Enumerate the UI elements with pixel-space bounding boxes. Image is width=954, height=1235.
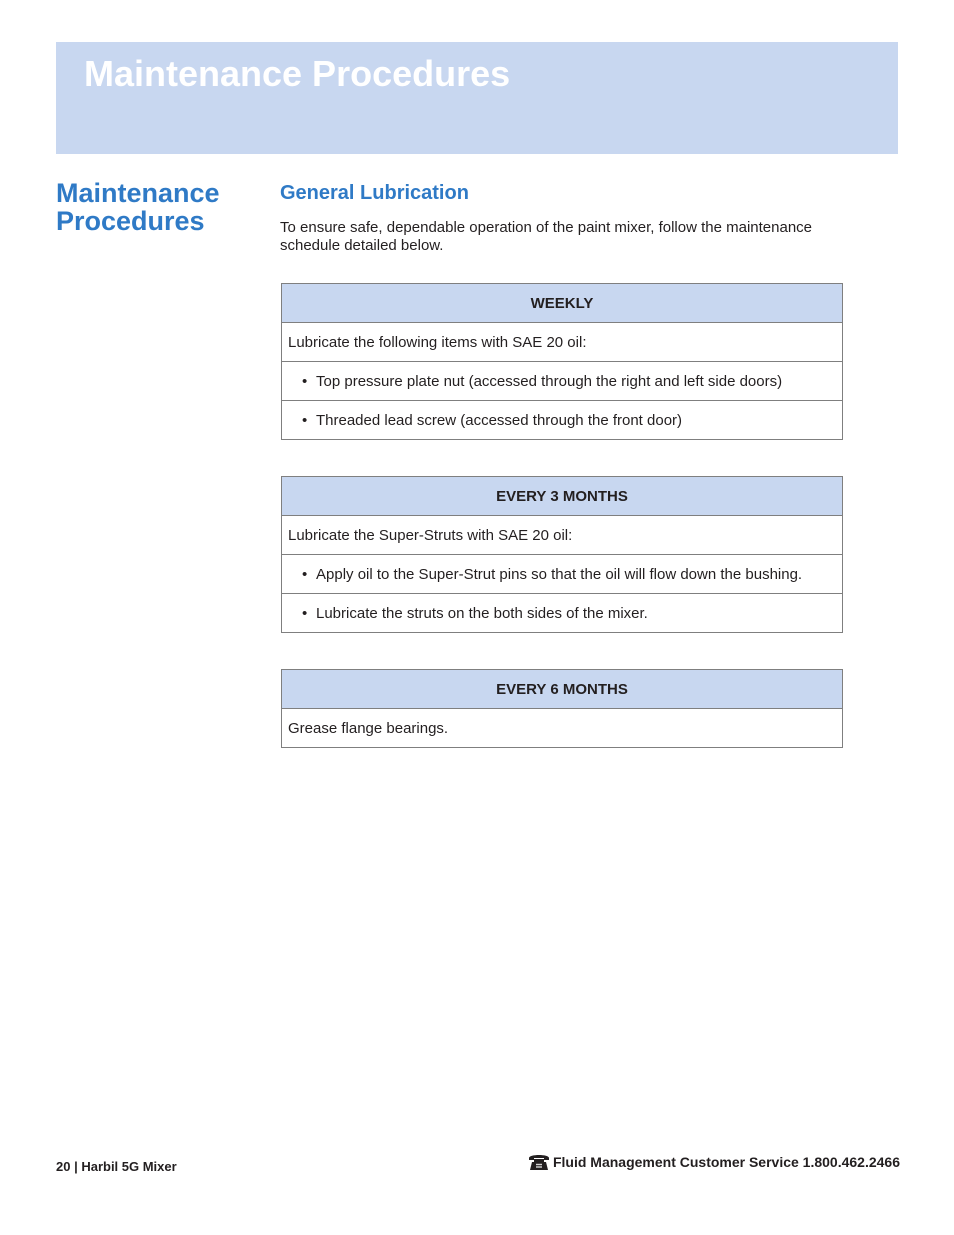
list-item-text: Apply oil to the Super-Strut pins so that the oil will flow down the bushing.: [316, 565, 803, 583]
footer-page-label: 20 | Harbil 5G Mixer: [56, 1159, 177, 1174]
table-header-row: [282, 284, 843, 323]
list-item: [282, 555, 843, 594]
three-month-schedule-table: [281, 476, 843, 633]
six-month-schedule-table: [281, 669, 843, 748]
title-banner: [56, 42, 898, 154]
intro-paragraph: To ensure safe, dependable operation of the paint mixer, follow the maintenance schedule detailed below.: [280, 219, 813, 254]
table-row: [282, 401, 843, 440]
bullet-mark: •: [302, 565, 308, 583]
list-item-text: Threaded lead screw (accessed through the front door): [316, 411, 683, 429]
list-item-text: Lubricate the struts on the both sides of the mixer.: [316, 604, 648, 622]
table-row: [282, 516, 843, 555]
list-item: [282, 362, 843, 401]
section-heading: General Lubrication: [280, 182, 469, 204]
table-header-weekly: WEEKLY: [282, 284, 843, 323]
table-header-row: [282, 670, 843, 709]
table-row: [282, 709, 843, 748]
customer-service-text: Fluid Management Customer Service 1.800.462.2466: [552, 1154, 900, 1170]
telephone-icon: [528, 1153, 550, 1171]
bullet-mark: •: [302, 372, 308, 390]
list-item-text: Top pressure plate nut (accessed through the right and left side doors): [316, 372, 783, 390]
table-row: [282, 362, 843, 401]
table-row: [282, 323, 843, 362]
table-row: [282, 555, 843, 594]
list-item: [282, 401, 843, 440]
table-lead-cell: Lubricate the following items with SAE 20 oil:: [282, 323, 843, 362]
side-heading: Maintenance Procedures: [56, 178, 220, 236]
table-header-row: [282, 477, 843, 516]
table-lead-cell: Grease flange bearings.: [282, 709, 843, 748]
bullet-mark: •: [302, 604, 308, 622]
page-title: Maintenance Procedures: [84, 53, 511, 94]
table-header-6-months: EVERY 6 MONTHS: [282, 670, 843, 709]
table-row: [282, 594, 843, 633]
table-header-3-months: EVERY 3 MONTHS: [282, 477, 843, 516]
list-item: [282, 594, 843, 633]
weekly-schedule-table: [281, 283, 843, 440]
footer-contact: [528, 1153, 900, 1171]
bullet-mark: •: [302, 411, 308, 429]
table-lead-cell: Lubricate the Super-Struts with SAE 20 oil:: [282, 516, 843, 555]
